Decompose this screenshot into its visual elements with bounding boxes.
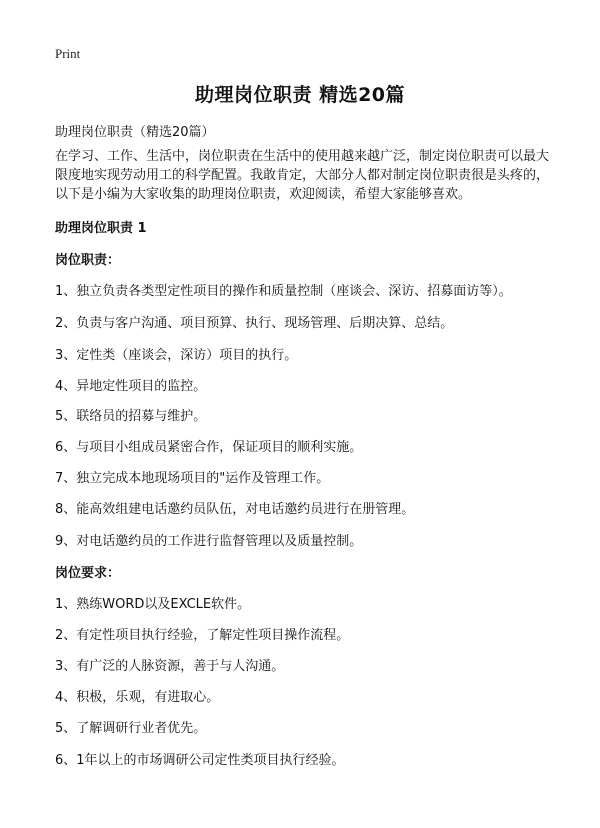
- requirement-item: 6、1年以上的市场调研公司定性类项目执行经验。: [55, 753, 345, 768]
- duties-heading: 岗位职责：: [55, 253, 121, 268]
- requirement-item: 4、积极，乐观，有进取心。: [55, 690, 220, 705]
- requirement-item: 5、了解调研行业者优先。: [55, 721, 207, 736]
- requirement-item: 1、熟练WORD以及EXCLE软件。: [55, 597, 251, 612]
- duty-item: 5、联络员的招募与维护。: [55, 409, 207, 424]
- duty-item: 7、独立完成本地现场项目的"运作及管理工作。: [55, 471, 330, 486]
- intro-paragraph: 在学习、工作、生活中，岗位职责在生活中的使用越来越广泛，制定岗位职责可以最大限度地实现劳动用工的科学配置。我敢肯定，大部分人都对制定岗位职责很是头疼的，以下是小编为大家收集的助理岗位职责，欢迎阅读，希望大家能够喜欢。: [55, 149, 550, 202]
- requirement-item: 3、有广泛的人脉资源，善于与人沟通。: [55, 659, 285, 674]
- document-subtitle: 助理岗位职责（精选20篇）: [55, 125, 215, 140]
- duty-item: 6、与项目小组成员紧密合作，保证项目的顺利实施。: [55, 440, 363, 455]
- duty-item: 3、定性类（座谈会，深访）项目的执行。: [55, 348, 298, 363]
- duty-item: 4、异地定性项目的监控。: [55, 379, 207, 394]
- section-title: 助理岗位职责 1: [55, 221, 147, 236]
- requirements-heading: 岗位要求：: [55, 566, 121, 581]
- duty-item: 1、独立负责各类型定性项目的操作和质量控制（座谈会、深访、招募面访等）。: [55, 284, 512, 299]
- duty-item: 2、负责与客户沟通、项目预算、执行、现场管理、后期决算、总结。: [55, 316, 454, 331]
- page-title: 助理岗位职责 精选20篇: [194, 84, 406, 106]
- duty-item: 8、能高效组建电话邀约员队伍，对电话邀约员进行在册管理。: [55, 502, 415, 517]
- duty-item: 9、对电话邀约员的工作进行监督管理以及质量控制。: [55, 534, 363, 549]
- requirement-item: 2、有定性项目执行经验，了解定性项目操作流程。: [55, 628, 350, 643]
- print-label: Print: [55, 46, 81, 61]
